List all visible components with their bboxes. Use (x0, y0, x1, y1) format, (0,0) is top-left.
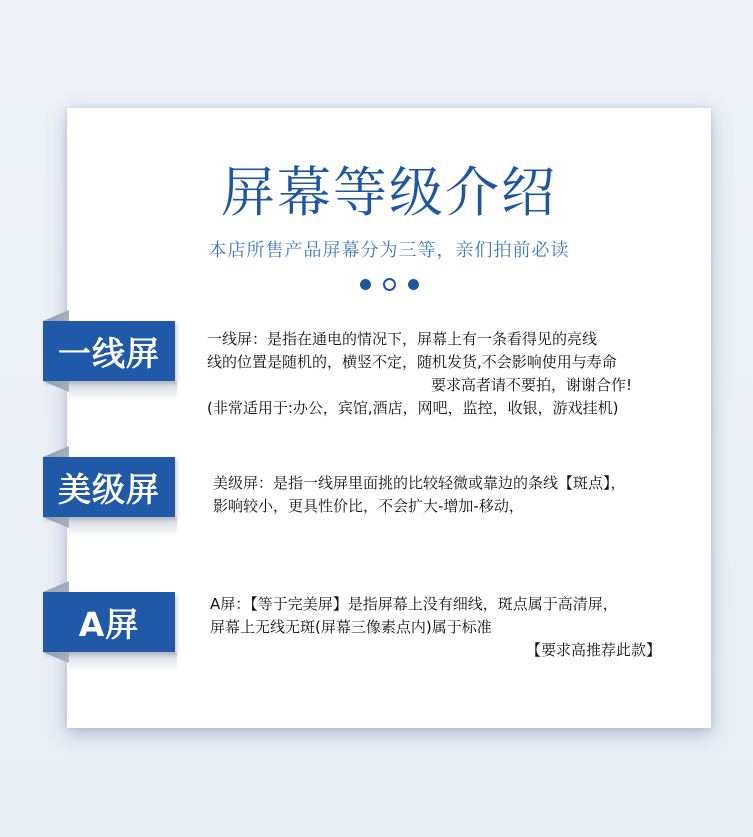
description-line: 屏幕上无线无斑(屏幕三像素点内)属于标准 (210, 618, 492, 636)
dot-3[interactable] (408, 279, 419, 290)
ribbon-shadow (69, 381, 177, 399)
dot-1[interactable] (360, 279, 371, 290)
description-line: 影响较小，更具性价比，不会扩大-增加-移动， (213, 497, 524, 515)
grade-badge-label: A屏 (78, 604, 140, 644)
page-title: 屏幕等级介绍 (221, 161, 557, 224)
dot-2-active[interactable] (383, 278, 396, 291)
ribbon-shadow (69, 652, 177, 670)
description-line: 【要求高推荐此款】 (526, 641, 662, 659)
grade-badge-label: 美级屏 (58, 469, 160, 509)
description-line: 要求高者请不要拍，谢谢合作! (431, 376, 633, 394)
ribbon-fold-bottom (43, 381, 69, 392)
ribbon-fold-top (43, 581, 69, 592)
grade-badge-1 (43, 321, 175, 381)
grade-description-3 (210, 593, 661, 662)
ribbon-fold-top (43, 310, 69, 321)
description-line: 线的位置是随机的，横竖不定，随机发货,不会影响使用与寿命 (207, 353, 617, 371)
grade-description-1 (207, 328, 632, 420)
description-line: (非常适用于:办公，宾馆,酒店，网吧，监控，收银，游戏挂机) (207, 399, 619, 417)
grade-badge-3 (43, 592, 175, 652)
description-line: A屏：【等于完美屏】是指屏幕上没有细线，斑点属于高清屏， (210, 595, 618, 613)
grade-badge-label: 一线屏 (58, 333, 160, 373)
grade-badge-2 (43, 457, 175, 517)
description-line: 一线屏：是指在通电的情况下，屏幕上有一条看得见的亮线 (207, 330, 598, 348)
ribbon-fold-bottom (43, 517, 69, 528)
page-subtitle: 本店所售产品屏幕分为三等，亲们拍前必读 (208, 240, 570, 261)
carousel-dots (67, 279, 711, 291)
grade-description-2 (213, 472, 626, 518)
ribbon-shadow (69, 517, 177, 535)
description-line: 美级屏：是指一线屏里面挑的比较轻微或靠边的条线【斑点】， (213, 474, 626, 492)
ribbon-fold-bottom (43, 652, 69, 663)
ribbon-fold-top (43, 446, 69, 457)
